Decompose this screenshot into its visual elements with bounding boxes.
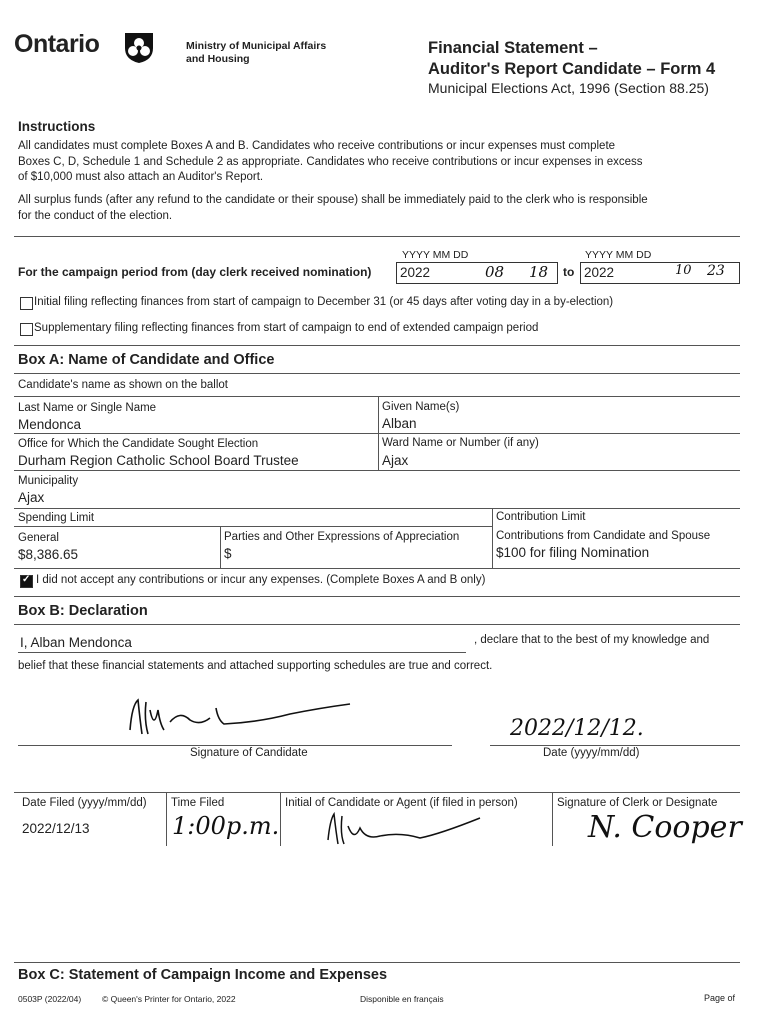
parties-limit-label: Parties and Other Expressions of Appreciation <box>224 531 460 543</box>
box-c-title: Box C: Statement of Campaign Income and Expenses <box>18 967 388 983</box>
instructions-line: All surplus funds (after any refund to the candidate or their spouse) shall be immediately paid to the clerk who is responsible <box>18 194 648 206</box>
divider <box>14 236 740 237</box>
from-year: 2022 <box>400 265 431 280</box>
to-label: to <box>563 265 575 279</box>
box-a-title: Box A: Name of Candidate and Office <box>18 352 275 368</box>
time-filed-value[interactable]: 1:00p.m. <box>172 812 280 840</box>
initial-filing-label: Initial filing reflecting finances from start of campaign to December 31 (or 45 days after voting day in a by-election) <box>34 296 614 308</box>
from-date-field[interactable] <box>396 262 558 284</box>
form-code: 0503P (2022/04) <box>18 994 82 1004</box>
divider <box>220 526 221 568</box>
time-filed-label: Time Filed <box>171 797 225 809</box>
divider <box>14 508 740 509</box>
logo-text: Ontario <box>14 30 100 58</box>
no-contributions-label: I did not accept any contributions or incur any expenses. (Complete Boxes A and B only) <box>36 574 486 586</box>
divider <box>14 792 740 793</box>
declarant-underline <box>18 652 466 653</box>
to-day: 23 <box>707 263 725 279</box>
instructions-heading: Instructions <box>18 119 96 134</box>
municipality-value[interactable]: Ajax <box>18 490 45 505</box>
form-title-line-2: Auditor's Report Candidate – Form 4 <box>428 60 716 78</box>
from-day: 18 <box>529 263 549 281</box>
instructions-line: for the conduct of the election. <box>18 209 173 222</box>
supplementary-filing-checkbox[interactable] <box>20 323 33 336</box>
from-month: 08 <box>485 263 505 281</box>
ministry-name <box>186 40 326 66</box>
ministry-line-1: Ministry of Municipal Affairs <box>186 40 327 52</box>
clerk-signature-label: Signature of Clerk or Designate <box>557 797 718 809</box>
box-b-title: Box B: Declaration <box>18 603 148 619</box>
date-filed-label: Date Filed (yyyy/mm/dd) <box>22 797 147 809</box>
office-label: Office for Which the Candidate Sought Election <box>18 438 259 450</box>
supplementary-filing-label: Supplementary filing reflecting finances from start of campaign to end of extended campaign period <box>34 322 539 334</box>
clerk-signature: N. Cooper <box>588 810 742 845</box>
divider <box>14 345 740 346</box>
ministry-line-2: and Housing <box>186 53 250 65</box>
general-limit-value[interactable]: $8,386.65 <box>18 547 79 562</box>
last-name-label: Last Name or Single Name <box>18 402 157 414</box>
belief-text: belief that these financial statements and attached supporting schedules are true and correct. <box>18 660 493 672</box>
spending-limit-label: Spending Limit <box>18 512 95 524</box>
date-line <box>490 745 740 746</box>
page-number: Page of <box>704 993 736 1003</box>
declare-text: , declare that to the best of my knowledge and <box>474 634 710 646</box>
instructions-line: Boxes C, D, Schedule 1 and Schedule 2 as appropriate. Candidates who receive contributions or incur expenses in excess <box>18 155 643 168</box>
divider <box>14 396 740 397</box>
instructions-line: All candidates must complete Boxes A and B. Candidates who receive contributions or incur expenses must complete <box>18 140 616 152</box>
municipality-label: Municipality <box>18 475 79 487</box>
from-date-format: YYYY MM DD <box>402 249 469 261</box>
instructions-paragraph-2 <box>18 193 648 224</box>
contributions-label: Contributions from Candidate and Spouse <box>496 530 711 542</box>
divider <box>166 792 167 846</box>
to-date-field[interactable] <box>580 262 740 284</box>
divider <box>14 526 492 527</box>
divider <box>14 624 740 625</box>
initial-filing-checkbox[interactable] <box>20 297 33 310</box>
form-title <box>428 38 715 80</box>
divider <box>14 596 740 597</box>
date-filed-value[interactable]: 2022/12/13 <box>22 821 90 836</box>
to-month: 10 <box>675 263 692 278</box>
form-subtitle: Municipal Elections Act, 1996 (Section 88.25) <box>428 80 709 96</box>
divider <box>552 792 553 846</box>
date-label: Date (yyyy/mm/dd) <box>543 747 640 759</box>
general-limit-label: General <box>18 532 59 544</box>
divider <box>280 792 281 846</box>
divider <box>14 470 740 471</box>
given-name-label: Given Name(s) <box>382 401 460 413</box>
no-contributions-checkbox[interactable] <box>20 575 33 588</box>
parties-limit-value[interactable]: $ <box>224 546 232 561</box>
copyright: © Queen's Printer for Ontario, 2022 <box>102 994 236 1004</box>
contributions-value[interactable]: $100 for filing Nomination <box>496 545 650 560</box>
signature-line <box>18 745 452 746</box>
to-date-format: YYYY MM DD <box>585 249 652 261</box>
agent-initial-signature <box>320 806 500 856</box>
given-name-value[interactable]: Alban <box>382 416 417 431</box>
last-name-value[interactable]: Mendonca <box>18 417 82 432</box>
initial-label: Initial of Candidate or Agent (if filed in person) <box>285 797 518 809</box>
contribution-limit-label: Contribution Limit <box>496 511 586 523</box>
to-year: 2022 <box>584 265 615 280</box>
signed-date[interactable]: 2022/12/12. <box>510 716 644 741</box>
campaign-period-label: For the campaign period from (day clerk received nomination) <box>18 265 372 279</box>
divider <box>14 568 740 569</box>
ward-value[interactable]: Ajax <box>382 453 409 468</box>
declarant-name[interactable]: I, Alban Mendonca <box>20 635 132 650</box>
instructions-paragraph-1 <box>18 139 643 186</box>
ballot-name-label: Candidate's name as shown on the ballot <box>18 379 228 391</box>
divider <box>492 508 493 568</box>
divider <box>14 373 740 374</box>
divider <box>14 433 740 434</box>
signature-label: Signature of Candidate <box>190 747 308 759</box>
instructions-line: of $10,000 must also attach an Auditor's Report. <box>18 171 264 183</box>
ontario-logo <box>14 30 99 59</box>
trillium-icon <box>122 30 156 64</box>
office-value[interactable]: Durham Region Catholic School Board Trustee <box>18 453 299 468</box>
candidate-signature <box>120 690 360 750</box>
french-availability: Disponible en français <box>360 994 444 1004</box>
divider <box>14 962 740 963</box>
ward-label: Ward Name or Number (if any) <box>382 437 539 449</box>
form-title-line-1: Financial Statement – <box>428 39 598 57</box>
